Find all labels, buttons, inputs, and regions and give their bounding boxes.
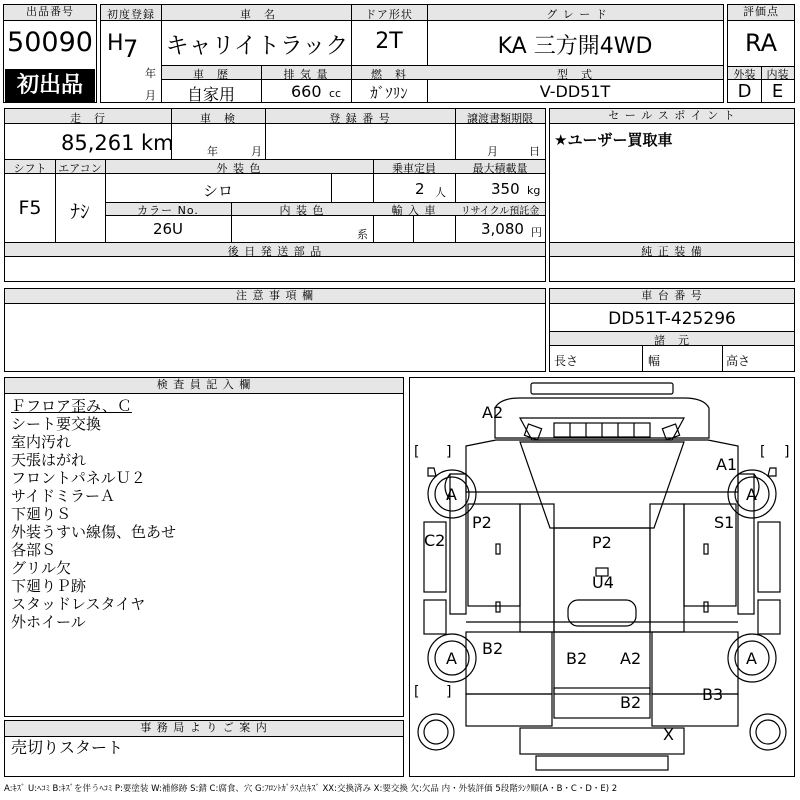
inspector-line: スタッドレスタイヤ: [11, 595, 146, 613]
bracket-rl-close: ]: [446, 684, 452, 700]
mark-b2-bed: B2: [566, 649, 588, 668]
transfer-month: 月: [487, 145, 498, 158]
plate-label: 登 録 番 号: [329, 112, 391, 125]
mileage-label: 走 行: [70, 112, 106, 125]
capacity: 2: [415, 180, 425, 198]
bracket-rl-open: [: [414, 684, 420, 700]
door-label: ドア形状: [365, 8, 413, 21]
int-color-label: 内 装 色: [279, 204, 325, 217]
model: V-DD51T: [539, 82, 611, 101]
month-unit: 月: [145, 89, 156, 102]
color-no-label: カラー No.: [137, 204, 199, 217]
mark-p2-center: P2: [592, 533, 612, 552]
inspector-line: 室内汚れ: [11, 433, 72, 451]
tire-fr-mark: A: [746, 485, 757, 504]
displacement-label: 排 気 量: [283, 68, 329, 81]
tire-fl-mark: A: [446, 485, 457, 504]
bracket-fl-open: [: [414, 444, 420, 460]
exterior-label: 外装: [733, 68, 756, 81]
genuine-label: 純 正 装 備: [641, 245, 703, 258]
inspector-line: グリル欠: [11, 559, 72, 577]
inspector-line: フロントパネルＵ２: [11, 469, 146, 487]
lot-number: 50090: [7, 27, 93, 58]
grade: KA 三方開4WD: [497, 34, 653, 59]
era: H: [107, 31, 124, 56]
sales-box: [549, 108, 795, 282]
color: シロ: [202, 182, 233, 200]
bracket-fl-close: ]: [446, 444, 452, 460]
chassis-box: [549, 288, 795, 372]
later-parts-label: 後 日 発 送 部 品: [227, 245, 323, 258]
inspector-line: 各部Ｓ: [11, 541, 57, 559]
history: 自家用: [186, 85, 235, 104]
inspector-line: 外装うすい線傷、色あせ: [11, 523, 177, 541]
load-label: 最大積載量: [472, 162, 528, 175]
shaken-year: 年: [207, 145, 218, 158]
sales-text: ★ユーザー買取車: [554, 131, 673, 149]
vehicle-diagram: [410, 378, 794, 776]
width-label: 幅: [648, 354, 661, 368]
mark-a2-top: A2: [482, 403, 504, 422]
mileage-unit: km: [141, 131, 174, 155]
color-no: 26U: [152, 220, 184, 238]
score-box: [727, 4, 795, 103]
first-reg-label: 初度登録: [107, 8, 155, 21]
specs-table: [4, 108, 546, 282]
inspector-line: 下廻りＰ跡: [11, 577, 87, 595]
height-label: 高さ: [726, 354, 751, 368]
inspector-notes: [11, 397, 176, 631]
sales-label: セ ー ル ス ポ イ ン ト: [550, 109, 794, 124]
office-label: 事 務 局 よ り ご 案 内: [5, 721, 403, 737]
mileage: 85,261: [61, 131, 135, 155]
model-label: 型 式: [557, 68, 593, 81]
grade-label: グ レ ー ド: [546, 8, 608, 21]
int-color-unit: 系: [357, 228, 368, 241]
inspector-line: 天張はがれ: [11, 451, 87, 469]
length-label: 長さ: [554, 354, 579, 368]
inspector-line: Ｆフロア歪み、Ｃ: [11, 397, 132, 415]
import-label: 輸 入 車: [391, 204, 437, 217]
office-text: 売切りスタート: [11, 738, 124, 757]
car-name: キャリイトラック: [165, 33, 349, 59]
transfer-label: 譲渡書類期限: [467, 112, 533, 125]
tire-rr-mark: A: [746, 649, 757, 668]
door: 2T: [375, 29, 403, 54]
first-listing-badge: 初出品: [5, 69, 95, 102]
load-unit: kg: [527, 184, 541, 197]
mark-a1: A1: [716, 455, 738, 474]
shift: F5: [18, 197, 42, 219]
mark-x-rear: X: [663, 725, 674, 744]
mark-p2-left: P2: [472, 513, 492, 532]
notes-box: [4, 288, 546, 372]
header-table: [100, 4, 724, 103]
capacity-unit: 人: [435, 186, 446, 199]
inspector-line: サイドミラーＡ: [11, 487, 115, 505]
mark-b2-rear: B2: [620, 693, 642, 712]
mark-c2: C2: [424, 531, 446, 550]
dims-label: 諸 元: [654, 334, 690, 347]
reg-year: 7: [123, 35, 139, 63]
shift-label: シフト: [13, 162, 47, 175]
damage-diagram: [409, 377, 795, 777]
inspector-box: [4, 377, 404, 717]
inspector-line: 外ホイール: [11, 613, 86, 631]
displacement: 660: [291, 82, 322, 101]
interior-label: 内装: [766, 68, 789, 81]
recycle-label: リサイクル預託金: [460, 206, 540, 217]
year-unit: 年: [145, 67, 156, 80]
chassis-number: DD51T-425296: [608, 309, 736, 329]
transfer-day: 日: [529, 145, 540, 158]
exterior-score: D: [737, 81, 752, 102]
mark-a2-bed: A2: [620, 649, 642, 668]
tire-rl-mark: A: [446, 649, 457, 668]
bracket-fr-close: ]: [784, 444, 790, 460]
interior-score: E: [771, 81, 784, 102]
capacity-label: 乗車定員: [392, 162, 436, 175]
inspector-line: シート要交換: [11, 415, 102, 433]
ac: ﾅｼ: [70, 201, 90, 223]
bracket-fr-open: [: [760, 444, 766, 460]
mark-s1: S1: [714, 513, 735, 532]
score: RA: [744, 29, 778, 57]
legend: A:ｷｽﾞ U:ﾍｺﾐ B:ｷｽﾞを伴うﾍｺﾐ P:要塗装 W:補修跡 S:錆 C:腐食、穴 G:ﾌﾛﾝﾄｶﾞﾗｽ点ｷｽﾞ XX:交換済み X:要交換 欠:欠品 内・外装評価 5段階ﾗﾝｸ順(A・B・C・D・E) 2: [4, 784, 618, 794]
inspector-label: 検 査 員 記 入 欄: [5, 378, 403, 394]
inspector-line: 下廻りＳ: [11, 505, 72, 523]
ac-label: エアコン: [58, 162, 102, 175]
recycle-unit: 円: [531, 226, 542, 239]
lot-box: [3, 4, 97, 103]
notes-label: 注 意 事 項 欄: [5, 289, 545, 304]
load: 350: [491, 180, 520, 198]
car-name-label: 車 名: [240, 8, 276, 21]
shaken-month: 月: [251, 145, 262, 158]
fuel: ｶﾞｿﾘﾝ: [370, 84, 408, 102]
score-label: 評価点: [728, 5, 794, 21]
history-label: 車 歴: [193, 68, 229, 81]
lot-label: 出品番号: [4, 5, 96, 21]
displacement-unit: cc: [329, 87, 342, 100]
mark-b3: B3: [702, 685, 724, 704]
color-label: 外 装 色: [216, 162, 262, 175]
office-box: [4, 720, 404, 777]
mark-b2-left: B2: [482, 639, 504, 658]
chassis-label: 車 台 番 号: [550, 289, 794, 304]
shaken-label: 車 検: [200, 112, 236, 125]
mark-u4: U4: [592, 573, 614, 592]
fuel-label: 燃 料: [371, 68, 407, 81]
recycle: 3,080: [481, 220, 524, 238]
